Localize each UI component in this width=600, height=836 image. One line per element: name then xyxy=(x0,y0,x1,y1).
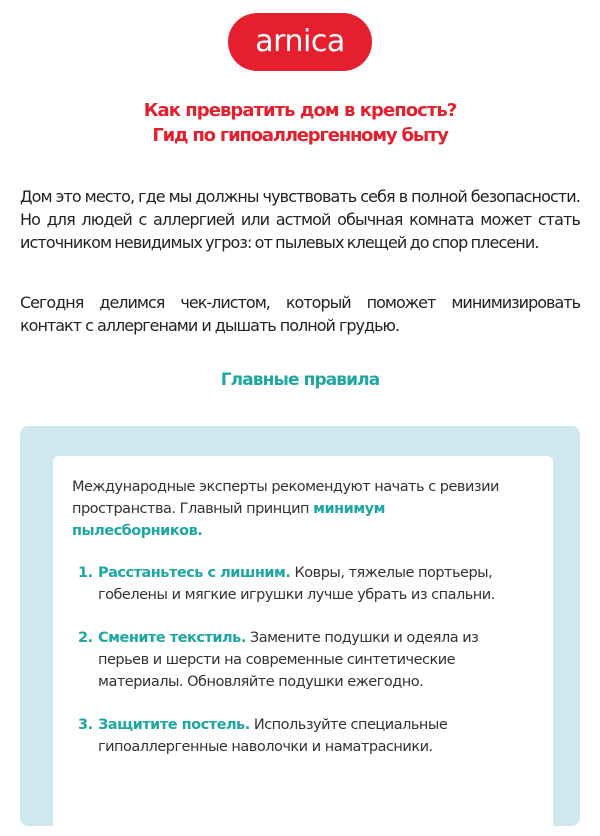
intro-paragraph-2: Сегодня делимся чек-листом, который поможет минимизировать контакт с аллергенами и дышать полной грудью. xyxy=(20,293,580,335)
rule-heading: Защитите постель. xyxy=(98,717,250,733)
section-title: Главные правила xyxy=(220,370,380,390)
intro-paragraph-1: Дом это место, где мы должны чувствовать себя в полной безопасности. Но для людей с аллергией или астмой обычная комната может стать источником невидимых угроз: от пылевых клещей до спор плесени. xyxy=(20,187,580,252)
rule-text: Ковры, тяжелые портьеры, гобелены и мягкие игрушки лучше убрать из спальни. xyxy=(98,565,495,603)
title-line-2: Гид по гипоаллергенному быту xyxy=(152,125,448,146)
rules-intro-highlight: минимум пылесборников. xyxy=(72,501,385,539)
rule-number: 1. xyxy=(78,565,93,581)
rules-intro-text: Международные эксперты рекомендуют начать с ревизии пространства. Главный принцип xyxy=(72,479,499,517)
rules-intro xyxy=(72,476,512,542)
title-line-1: Как превратить дом в крепость? xyxy=(143,100,457,121)
rule-heading: Расстаньтесь с лишним. xyxy=(98,565,291,581)
rule-text: Используйте специальные гипоаллергенные наволочки и наматрасники. xyxy=(98,717,448,755)
logo-text: arnica xyxy=(255,24,345,59)
rules-list xyxy=(78,562,518,779)
rule-item-2 xyxy=(78,627,518,693)
rule-item-3 xyxy=(78,714,518,758)
article-title xyxy=(0,98,600,148)
rule-number: 3. xyxy=(78,717,93,733)
rule-text: Замените подушки и одеяла из перьев и шерсти на современные синтетические материалы. Обновляйте подушки ежегодно. xyxy=(98,630,479,690)
rule-number: 2. xyxy=(78,630,93,646)
arnica-logo xyxy=(228,13,372,71)
rule-heading: Смените текстиль. xyxy=(98,630,246,646)
rule-item-1 xyxy=(78,562,518,606)
